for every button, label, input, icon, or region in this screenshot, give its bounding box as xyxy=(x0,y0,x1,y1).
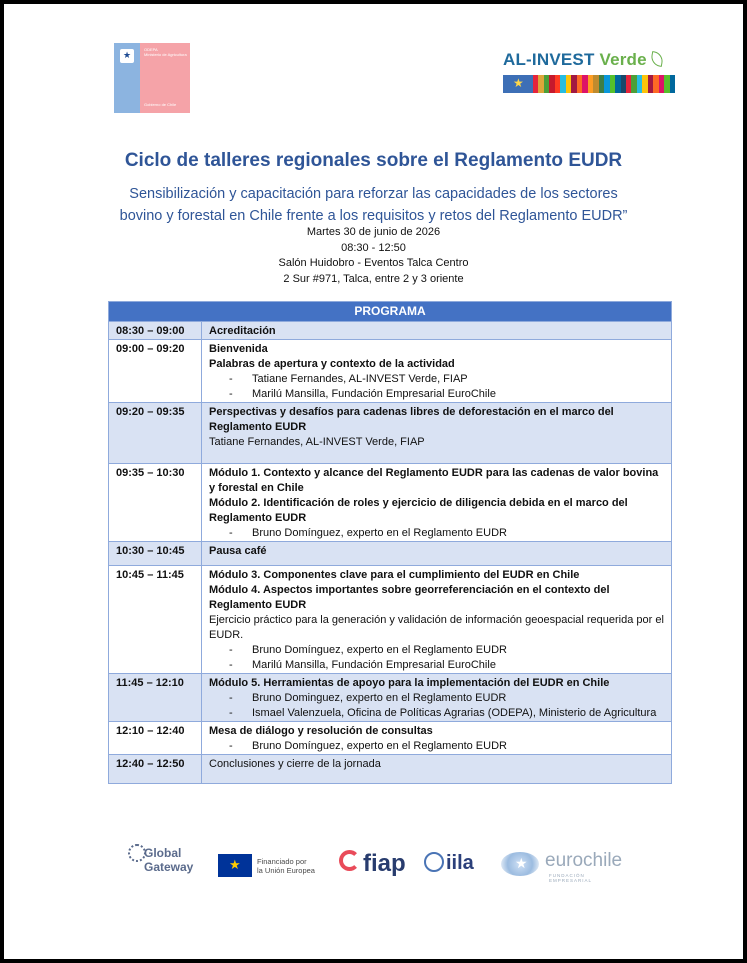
program-header: PROGRAMA xyxy=(109,302,672,322)
global-gateway-logo: Global Gateway xyxy=(130,846,193,874)
row-time: 09:20 – 09:35 xyxy=(109,403,202,464)
row-content: Módulo 3. Componentes clave para el cumplimiento del EUDR en Chile Módulo 4. Aspectos importantes sobre georreferenciación en el contexto del Reglamento EUDR Ejercicio práctico para la generación y validación de información geoespacial requerida por el EUDR. - Bruno Domínguez, experto en el Reglamento EUDR - Marilú Mansilla, Fundación Empresarial EuroChile xyxy=(202,566,672,674)
row-time: 12:40 – 12:50 xyxy=(109,755,202,784)
row-time: 09:35 – 10:30 xyxy=(109,464,202,542)
table-row xyxy=(109,542,672,566)
speaker-item: - Ismael Valenzuela, Oficina de Políticas Agrarias (ODEPA), Ministerio de Agricultura xyxy=(229,707,657,719)
speaker-item: - Bruno Domínguez, experto en el Reglamento EUDR xyxy=(229,644,507,656)
speaker-item: - Bruno Dominguez, experto en el Reglamento EUDR xyxy=(229,692,507,704)
event-date: Martes 30 de junio de 2026 xyxy=(306,226,441,238)
iila-logo: iila xyxy=(424,852,474,875)
star-icon: ★ xyxy=(123,50,132,60)
eu-flag-icon xyxy=(503,75,533,93)
speaker-item: - Marilú Mansilla, Fundación Empresarial EuroChile xyxy=(229,388,496,400)
row-time: 12:10 – 12:40 xyxy=(109,722,202,755)
program-table xyxy=(108,301,672,784)
table-row xyxy=(109,322,672,340)
row-time: 10:30 – 10:45 xyxy=(109,542,202,566)
leaf-icon xyxy=(650,51,664,67)
row-content: Bienvenida Palabras de apertura y contexto de la actividad - Tatiane Fernandes, AL-INVEST Verde, FIAP - Marilú Mansilla, Fundación Empresarial EuroChile xyxy=(202,340,672,403)
speaker-item: - Marilú Mansilla, Fundación Empresarial EuroChile xyxy=(229,659,496,671)
star-icon: ★ xyxy=(501,852,539,876)
speaker-item: - Bruno Domínguez, experto en el Reglamento EUDR xyxy=(229,740,507,752)
row-content: Acreditación xyxy=(202,322,672,340)
fiap-mark-icon xyxy=(339,850,360,871)
row-content: Módulo 1. Contexto y alcance del Reglamento EUDR para las cadenas de valor bovina y forestal en Chile Módulo 2. Identificación de roles y ejercicio de diligencia debida en el marco del Reglamento EUDR - Bruno Domínguez, experto en el Reglamento EUDR xyxy=(202,464,672,542)
eu-flag-icon xyxy=(218,854,252,877)
speaker-item: - Bruno Domínguez, experto en el Reglamento EUDR xyxy=(229,527,507,539)
table-row xyxy=(109,340,672,403)
fiap-logo: fiap xyxy=(339,850,406,878)
table-row xyxy=(109,403,672,464)
event-venue: Salón Huidobro - Eventos Talca Centro xyxy=(278,257,469,269)
document-page xyxy=(4,4,743,959)
table-row xyxy=(109,722,672,755)
row-content: Perspectivas y desafíos para cadenas libres de deforestación en el marco del Reglamento EUDR Tatiane Fernandes, AL-INVEST Verde, FIAP xyxy=(202,403,672,464)
speaker-item: - Tatiane Fernandes, AL-INVEST Verde, FIAP xyxy=(229,373,468,385)
gobierno-de-chile-logo: ★ ODEPA Ministerio de Agricultura Gobierno de Chile xyxy=(114,43,190,113)
dotted-circle-icon xyxy=(128,844,146,862)
table-row xyxy=(109,464,672,542)
table-row xyxy=(109,566,672,674)
row-content: Pausa café xyxy=(202,542,672,566)
program-header-row xyxy=(109,302,672,322)
eurochile-logo: ★ eurochile FUNDACIÓN EMPRESARIAL xyxy=(499,848,611,880)
row-content: Conclusiones y cierre de la jornada xyxy=(202,755,672,784)
row-time: 09:00 – 09:20 xyxy=(109,340,202,403)
footer-logos xyxy=(4,842,743,886)
financiado-ue-logo: ★ Financiado por la Unión Europea xyxy=(218,854,315,877)
row-content: Mesa de diálogo y resolución de consultas - Bruno Domínguez, experto en el Reglamento EUDR xyxy=(202,722,672,755)
document-subtitle: Sensibilización y capacitación para reforzar las capacidades de los sectores bovino y forestal en Chile frente a los requisitos y retos del Reglamento EUDR” xyxy=(119,186,628,224)
globe-icon xyxy=(424,852,444,872)
color-stripes xyxy=(533,75,675,93)
event-time: 08:30 - 12:50 xyxy=(341,241,406,254)
event-info xyxy=(4,225,743,287)
event-address: 2 Sur #971, Talca, entre 2 y 3 oriente xyxy=(283,272,464,285)
row-content: Módulo 5. Herramientas de apoyo para la implementación del EUDR en Chile - Bruno Dominguez, experto en el Reglamento EUDR - Ismael Valenzuela, Oficina de Políticas Agrarias (ODEPA), Ministerio de Agricultura xyxy=(202,674,672,722)
table-row xyxy=(109,755,672,784)
row-time: 10:45 – 11:45 xyxy=(109,566,202,674)
row-time: 11:45 – 12:10 xyxy=(109,674,202,722)
table-row xyxy=(109,674,672,722)
row-time: 08:30 – 09:00 xyxy=(109,322,202,340)
document-title: Ciclo de talleres regionales sobre el Reglamento EUDR xyxy=(124,150,623,171)
al-invest-verde-logo: AL-INVEST Verde ★ xyxy=(503,50,675,95)
